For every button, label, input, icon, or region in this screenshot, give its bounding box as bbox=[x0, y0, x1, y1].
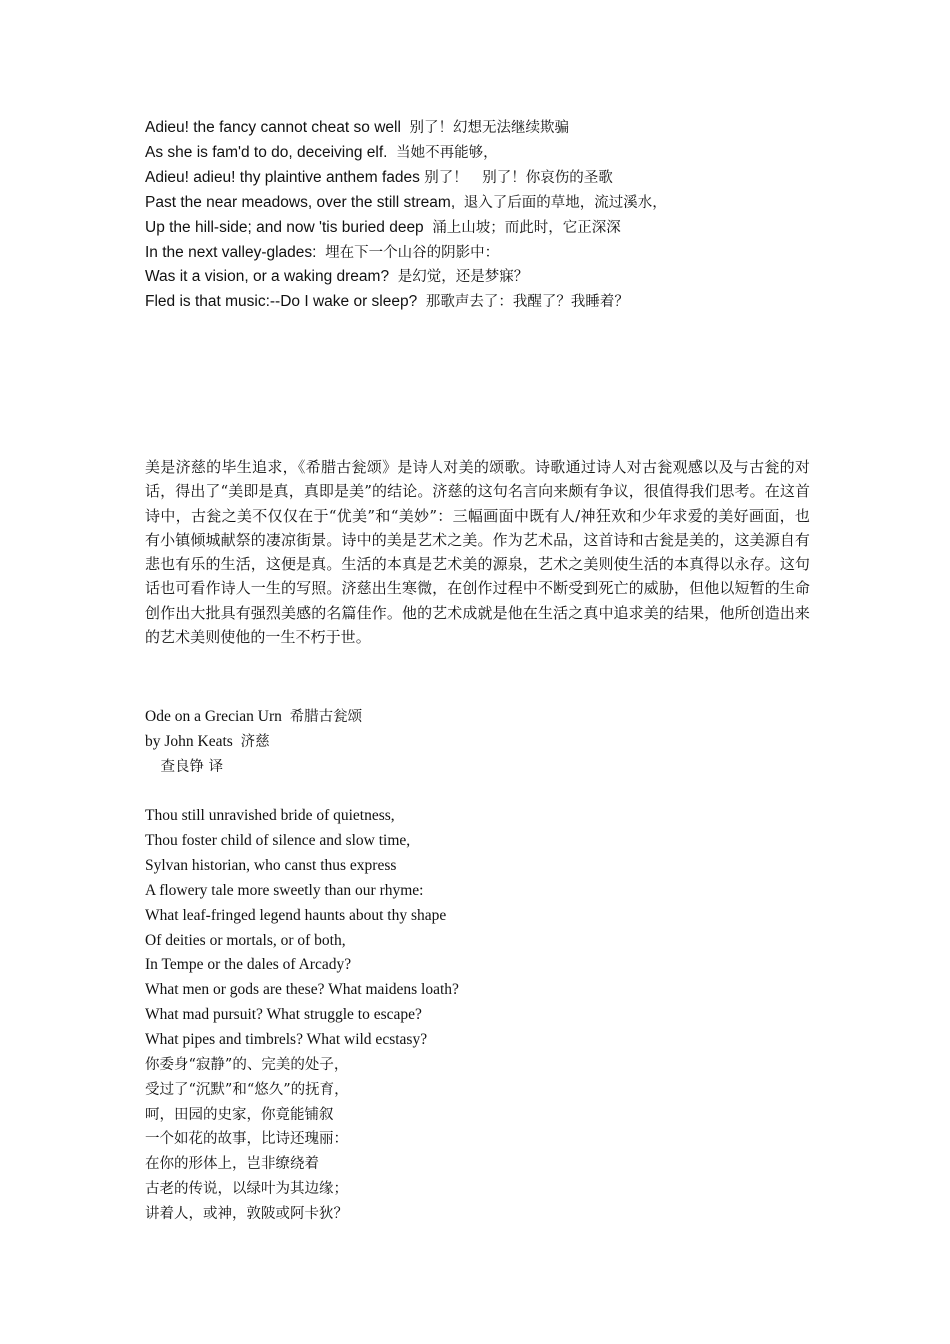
poem-line-en: Sylvan historian, who canst thus express bbox=[145, 857, 397, 875]
poem-line-en: What leaf-fringed legend haunts about thy shape bbox=[145, 906, 447, 924]
poem-line-en: In Tempe or the dales of Arcady? bbox=[145, 956, 352, 974]
poem-line-zh: 你委身“寂静”的、完美的处子， bbox=[145, 1056, 349, 1073]
poem-line-en: A flowery tale more sweetly than our rhyme: bbox=[145, 881, 424, 899]
stanza-line: Was it a vision, or a waking dream? 是幻觉，还是梦寐？ bbox=[145, 268, 529, 286]
stanza-line: As she is fam'd to do, deceiving elf. 当她不再能够， bbox=[145, 143, 498, 161]
poem-line-en: Of deities or mortals, or of both, bbox=[145, 931, 346, 949]
poem-line-en: What pipes and timbrels? What wild ecstasy? bbox=[145, 1030, 428, 1048]
poem-line-zh: 受过了“沉默”和“悠久”的抚育， bbox=[145, 1081, 349, 1098]
essay-paragraph: 美是济慈的毕生追求，《希腊古瓮颂》是诗人对美的颂歌。诗歌通过诗人对古瓮观感以及与古瓮的对话，得出了“美即是真，真即是美”的结论。济慈的这句名言向来颇有争议，很值得我们思考。在这首诗中，古瓮之美不仅仅在于“优美”和“美妙”：三幅画面中既有人/神狂欢和少年求爱的美好画面，也有小镇倾城献祭的凄凉街景。诗中的美是艺术之美。作为艺术品，这首诗和古瓮是美的，这美源自有悲也有乐的生活，这便是真。生活的本真是艺术美的源泉，艺术之美则使生活的本真得以永存。这句话也可看作诗人一生的写照。济慈出生寒微，在创作过程中不断受到死亡的威胁，但他以短暂的生命创作出大批具有强烈美感的名篇佳作。他的艺术成就是他在生活之真中追求美的结果，他所创造出来的艺术美则使他的一生不朽于世。 bbox=[145, 458, 810, 647]
spacer bbox=[145, 780, 845, 805]
poem-line-en: Thou still unravished bride of quietness, bbox=[145, 807, 395, 825]
stanza-line: Adieu! the fancy cannot cheat so well 别了！幻想无法继续欺骗 bbox=[145, 119, 570, 136]
poem-line-zh: 呵，田园的史家，你竟能铺叙 bbox=[145, 1106, 334, 1123]
poem bbox=[145, 705, 845, 1227]
stanza-line: Past the near meadows, over the still stream, 退入了后面的草地，流过溪水， bbox=[145, 193, 667, 211]
poem-line-en: What mad pursuit? What struggle to escape? bbox=[145, 1006, 422, 1024]
poem-line-zh: 古老的传说，以绿叶为其边缘； bbox=[145, 1181, 348, 1198]
poem-translator: 查良铮 译 bbox=[160, 758, 224, 775]
poem-line-zh: 讲着人，或神，敦陂或阿卡狄？ bbox=[145, 1205, 348, 1222]
bilingual-stanza bbox=[145, 116, 845, 315]
poem-title: Ode on a Grecian Urn 希腊古瓮颂 bbox=[145, 708, 363, 725]
poem-line-zh: 在你的形体上，岂非缭绕着 bbox=[145, 1156, 319, 1173]
poem-line-en: Thou foster child of silence and slow time, bbox=[145, 832, 411, 850]
stanza-line: In the next valley-glades: 埋在下一个山谷的阴影中： bbox=[145, 243, 500, 261]
stanza-line: Up the hill-side; and now 'tis buried deep 涌上山坡；而此时，它正深深 bbox=[145, 218, 621, 236]
stanza-line: Adieu! adieu! thy plaintive anthem fades 别了！ 别了！你哀伤的圣歌 bbox=[145, 168, 613, 186]
poem-line-zh: 一个如花的故事，比诗还瑰丽： bbox=[145, 1131, 348, 1148]
poem-line-en: What men or gods are these? What maidens loath? bbox=[145, 981, 459, 999]
poem-author: by John Keats 济慈 bbox=[145, 732, 270, 750]
stanza-line: Fled is that music:--Do I wake or sleep? 那歌声去了：我醒了？我睡着？ bbox=[145, 293, 629, 311]
